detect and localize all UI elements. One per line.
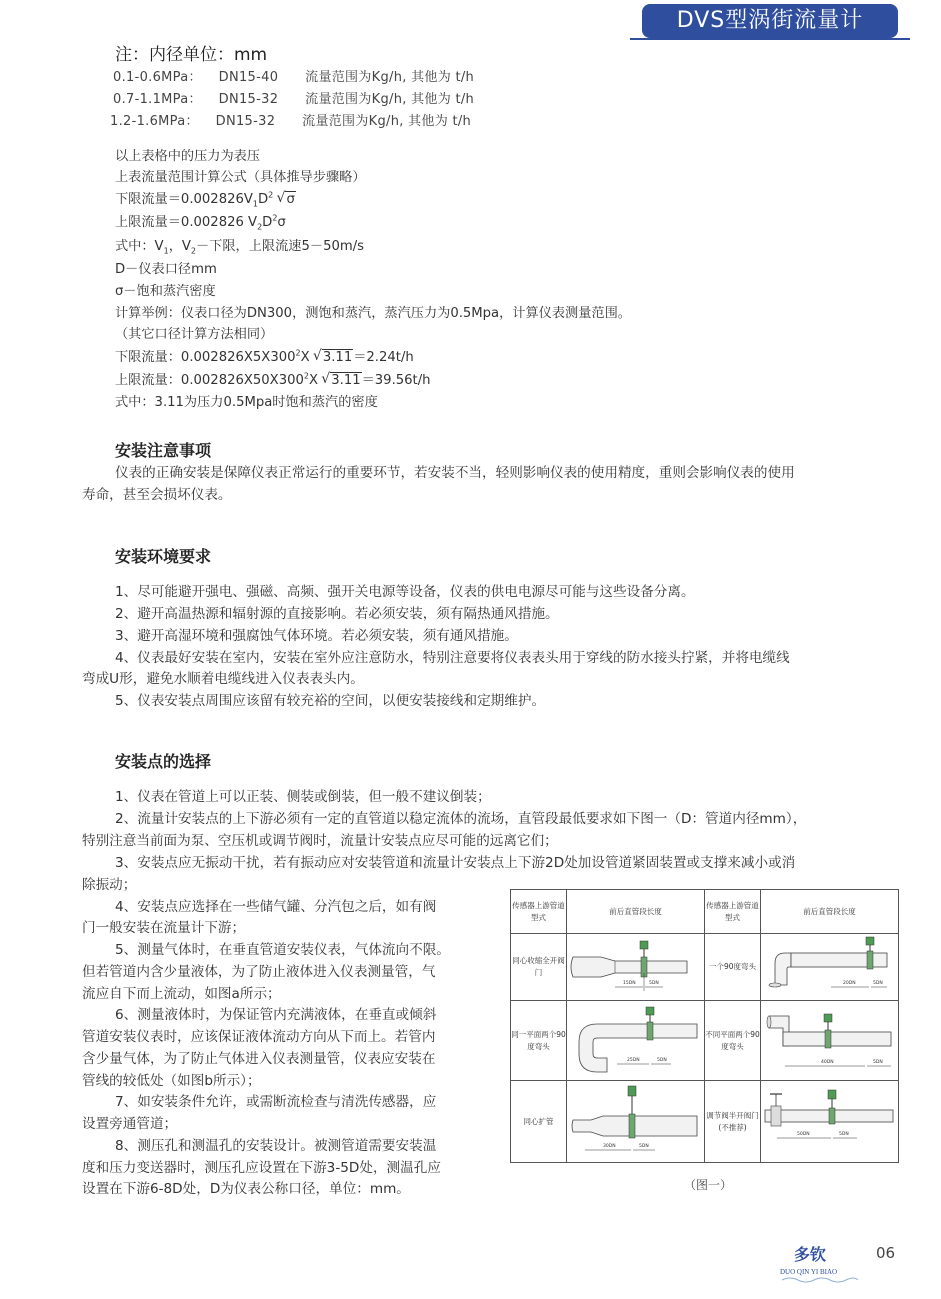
list-item: 5、仪表安装点周围应该留有较充裕的空间，以便安装接线和定期维护。 bbox=[115, 693, 546, 709]
dim-label: 5DN bbox=[873, 1059, 883, 1065]
page-header-title: DVS型涡街流量计 bbox=[642, 4, 898, 38]
formula-sup: 2 bbox=[268, 190, 274, 200]
dim-label: 15DN bbox=[623, 981, 636, 986]
page-number: 06 bbox=[876, 1244, 896, 1262]
list-item: 管线的较低处（如图b所示）； bbox=[82, 1073, 261, 1089]
list-item: 流应自下而上流动，如图a所示； bbox=[82, 986, 281, 1002]
formula-text: ，V bbox=[168, 239, 191, 254]
formula-text: 下限流量＝0.002826V bbox=[115, 192, 253, 207]
formula-line: （其它口径计算方法相同） bbox=[115, 327, 274, 342]
table-header-cell: 前后直管段长度 bbox=[567, 890, 705, 934]
list-item: 1、尽可能避开强电、强磁、高频、强开关电源等设备，仪表的供电电源尽可能与这些设备分离。 bbox=[115, 584, 695, 600]
sqrt-symbol bbox=[314, 350, 353, 365]
note-dn: DN15-40 bbox=[218, 70, 279, 85]
list-item: 4、仪表最好安装在室内，安装在室外应注意防水，特别注意要将仪表表头用于穿线的防水接头拧紧，并将电缆线 bbox=[115, 650, 790, 666]
list-item: 2、流量计安装点的上下游必须有一定的直管道以稳定流体的流场，直管段最低要求如下图一（D：管道内径mm）， bbox=[115, 811, 807, 827]
formula-sigma: σ bbox=[286, 192, 295, 207]
note-dn: DN15-32 bbox=[215, 114, 276, 129]
table-cell-label: 不同平面两个90度弯头 bbox=[705, 1001, 761, 1081]
formula-text: ＝2.24t/h bbox=[353, 350, 414, 365]
dim-label: 50DN bbox=[797, 1131, 810, 1137]
formula-text: X bbox=[308, 373, 319, 388]
list-item: 8、测压孔和测温孔的安装设计。被测管道需要安装温 bbox=[115, 1138, 437, 1154]
formula-line: D－仪表口径mm bbox=[115, 262, 217, 277]
list-item: 设置旁通管道； bbox=[82, 1116, 178, 1132]
logo-en: DUO QIN YI BIAO bbox=[780, 1268, 838, 1276]
list-item: 4、安装点应选择在一些储气罐、分汽包之后，如有阀 bbox=[115, 899, 437, 915]
formula-text: D bbox=[262, 215, 273, 230]
pipe-diagram-two-elbows-diff-plane bbox=[761, 1001, 899, 1081]
pipe-diagram-concentric-expander bbox=[567, 1081, 705, 1163]
pipe-requirements-figure bbox=[510, 889, 899, 1163]
formula-text: 下限流量：0.002826X5X300 bbox=[115, 350, 296, 365]
table-header-row bbox=[511, 890, 899, 934]
table-row bbox=[511, 1081, 899, 1163]
formula-line: 上表流量范围计算公式（具体推导步骤略） bbox=[115, 170, 366, 185]
example-lower bbox=[115, 346, 414, 365]
dim-label: 30DN bbox=[603, 1143, 616, 1149]
formula-sub: 1 bbox=[252, 199, 258, 209]
formula-line: 式中：3.11为压力0.5Mpa时饱和蒸汽的密度 bbox=[115, 395, 378, 410]
list-item: 含少量气体，为了防止气体进入仪表测量管，仪表应安装在 bbox=[82, 1051, 436, 1067]
list-item: 5、测量气体时，在垂直管道安装仪表，气体流向不限。 bbox=[115, 942, 450, 958]
formula-sub: 1 bbox=[163, 246, 169, 256]
note-row bbox=[110, 110, 471, 129]
note-desc: 流量范围为Kg/h, 其他为 t/h bbox=[302, 114, 472, 129]
formula-sub: 2 bbox=[257, 222, 263, 232]
install-notes-para: 寿命，甚至会损坏仪表。 bbox=[82, 487, 232, 503]
dim-label: 5DN bbox=[639, 1143, 649, 1149]
formula-line: σ－饱和蒸汽密度 bbox=[115, 284, 216, 299]
formula-where bbox=[115, 235, 364, 254]
formula-sqrt-value: 3.11 bbox=[322, 350, 353, 365]
note-desc: 流量范围为Kg/h, 其他为 t/h bbox=[305, 70, 475, 85]
table-header-cell: 传感器上游管道型式 bbox=[705, 890, 761, 934]
formula-line: 计算举例：仪表口径为DN300，测饱和蒸汽，蒸汽压力为0.5Mpa，计算仪表测量范围。 bbox=[115, 306, 631, 321]
formula-sqrt-value: 3.11 bbox=[331, 373, 361, 388]
note-dn: DN15-32 bbox=[218, 92, 279, 107]
note-pressure: 1.2-1.6MPa： bbox=[110, 114, 199, 129]
formula-sup: 2 bbox=[295, 348, 301, 358]
formula-sup: 2 bbox=[303, 371, 309, 381]
list-item: 度和压力变送器时，测压孔应设置在下游3-5D处，测温孔应 bbox=[82, 1160, 441, 1176]
table-cell-label: 调节阀半开阀门(不推荐) bbox=[705, 1081, 761, 1163]
table-row bbox=[511, 934, 899, 1001]
list-item: 设置在下游6-8D处，D为仪表公称口径，单位：mm。 bbox=[82, 1181, 410, 1197]
note-row bbox=[113, 66, 474, 85]
note-row bbox=[113, 88, 474, 107]
section-title-install-notes: 安装注意事项 bbox=[115, 441, 212, 460]
list-item: 但若管道内含少量液体，为了防止液体进入仪表测量管，气 bbox=[82, 964, 436, 980]
note-title: 注：内径单位：mm bbox=[115, 45, 268, 65]
pipe-diagram-control-valve bbox=[761, 1081, 899, 1163]
list-item: 3、避开高湿环境和强腐蚀气体环境。若必须安装，须有通风措施。 bbox=[115, 628, 518, 644]
table-cell-label: 同一平面两个90度弯头 bbox=[511, 1001, 567, 1081]
list-item: 1、仪表在管道上可以正装、侧装或倒装，但一般不建议倒装； bbox=[115, 789, 491, 805]
formula-text: 上限流量＝0.002826 V bbox=[115, 215, 258, 230]
formula-text: X bbox=[300, 350, 310, 365]
company-logo bbox=[780, 1236, 860, 1284]
dim-label: 5DN bbox=[649, 981, 659, 986]
table-cell-label: 一个90度弯头 bbox=[705, 934, 761, 1001]
pipe-diagram-two-elbows-same-plane bbox=[567, 1001, 705, 1081]
formula-sub: 2 bbox=[190, 246, 196, 256]
table-row bbox=[511, 1001, 899, 1081]
example-upper bbox=[115, 369, 431, 388]
dim-label: 5DN bbox=[657, 1057, 667, 1063]
formula-upper-limit bbox=[115, 211, 286, 230]
formula-sup: 2 bbox=[272, 213, 278, 223]
list-item: 2、避开高温热源和辐射源的直接影响。若必须安装，须有隔热通风措施。 bbox=[115, 606, 559, 622]
list-item: 7、如安装条件允许，或需断流检查与清洗传感器，应 bbox=[115, 1094, 437, 1110]
table-cell-label: 同心扩管 bbox=[511, 1081, 567, 1163]
formula-sigma: σ bbox=[277, 215, 286, 230]
logo-cn: 多钦 bbox=[794, 1245, 827, 1264]
section-title-location: 安装点的选择 bbox=[115, 752, 212, 771]
formula-line: 以上表格中的压力为表压 bbox=[115, 149, 261, 164]
note-pressure: 0.1-0.6MPa： bbox=[113, 70, 202, 85]
formula-text: 上限流量：0.002826X50X300 bbox=[115, 373, 304, 388]
dim-label: 25DN bbox=[627, 1057, 640, 1063]
table-cell-label: 同心收缩全开阀门 bbox=[511, 934, 567, 1001]
header-underline bbox=[630, 38, 910, 40]
list-item: 管道安装仪表时，应该保证液体流动方向从下而上。若管内 bbox=[82, 1029, 436, 1045]
table-header-cell: 前后直管段长度 bbox=[761, 890, 899, 934]
dim-label: 40DN bbox=[821, 1059, 834, 1065]
dim-label: 5DN bbox=[873, 981, 883, 986]
list-item: 特别注意当前面为泵、空压机或调节阀时，流量计安装点应尽可能的远离它们； bbox=[82, 833, 558, 849]
dim-label: 5DN bbox=[839, 1131, 849, 1137]
pipe-diagram-single-elbow bbox=[761, 934, 899, 1001]
table-header-cell: 传感器上游管道型式 bbox=[511, 890, 567, 934]
list-item: 6、测量液体时，为保证管内充满液体，在垂直或倾斜 bbox=[115, 1007, 437, 1023]
list-item: 除振动； bbox=[82, 877, 137, 893]
sqrt-symbol bbox=[277, 192, 295, 207]
sqrt-symbol bbox=[322, 373, 361, 388]
dim-label: 20DN bbox=[843, 981, 856, 986]
figure-caption: （图一） bbox=[684, 1178, 733, 1192]
formula-lower-limit bbox=[115, 188, 296, 207]
note-desc: 流量范围为Kg/h, 其他为 t/h bbox=[305, 92, 475, 107]
note-pressure: 0.7-1.1MPa： bbox=[113, 92, 202, 107]
formula-text: 式中：V bbox=[115, 239, 164, 254]
formula-text: D bbox=[257, 192, 269, 207]
install-notes-para: 仪表的正确安装是保障仪表正常运行的重要环节，若安装不当，轻则影响仪表的使用精度，重则会影响仪表的使用 bbox=[115, 465, 795, 481]
list-item: 门一般安装在流量计下游； bbox=[82, 920, 246, 936]
formula-text: －下限，上限流速5－50m/s bbox=[196, 239, 365, 254]
formula-text: ＝39.56t/h bbox=[361, 373, 431, 388]
list-item: 弯成U形，避免水顺着电缆线进入仪表表头内。 bbox=[82, 671, 364, 687]
section-title-environment: 安装环境要求 bbox=[115, 547, 212, 566]
list-item: 3、安装点应无振动干扰，若有振动应对安装管道和流量计安装点上下游2D处加设管道紧固装置或支撑来减小或消 bbox=[115, 855, 796, 871]
pipe-diagram-concentric-reducer bbox=[567, 934, 705, 1001]
